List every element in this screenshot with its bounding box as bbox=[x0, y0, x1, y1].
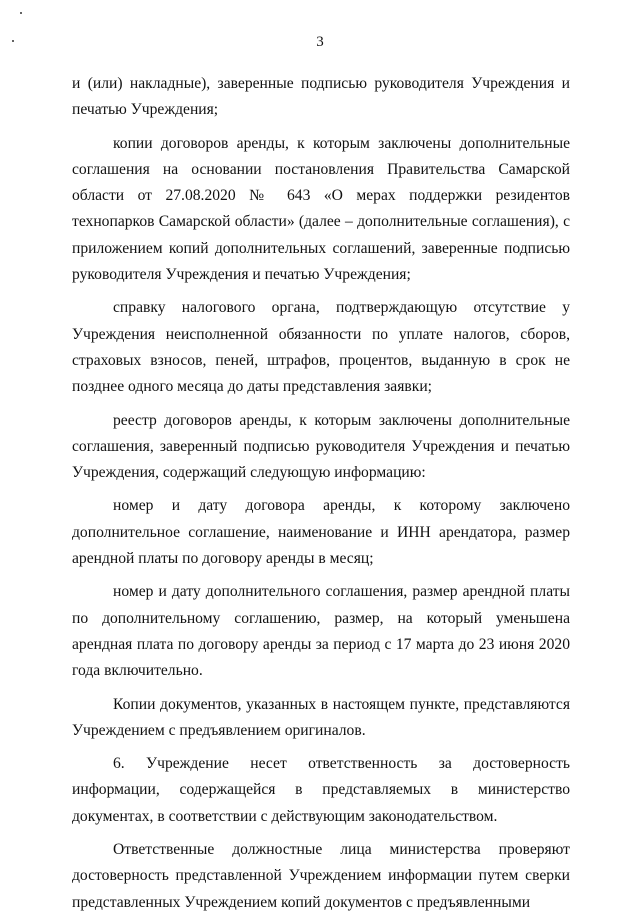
paragraph: номер и дату дополнительного соглашения, размер арендной платы по дополнительному соглашению, размер, на который уменьшена арендная плата по договору аренды за период с 17 марта до 23 июня 2020 года включительно. bbox=[72, 583, 570, 680]
paragraph: номер и дату договора аренды, к которому заключено дополнительное соглашение, наименование и ИНН арендатора, размер арендной платы по договору аренды в месяц; bbox=[72, 497, 570, 568]
paragraph: и (или) накладные), заверенные подписью руководителя Учреждения и печатью Учреждения; bbox=[72, 75, 570, 119]
scan-speck bbox=[20, 12, 22, 14]
page-number: 3 bbox=[316, 34, 324, 50]
paragraph: 6. Учреждение несет ответственность за достоверность информации, содержащейся в представляемых в министерство документах, в соответствии с действующим законодательством. bbox=[72, 755, 570, 825]
paragraph: справку налогового органа, подтверждающую отсутствие у Учреждения неисполненной обязанности по уплате налогов, сборов, страховых взносов, пеней, штрафов, процентов, выданную в срок не позднее одного месяца до даты представления заявки; bbox=[72, 299, 570, 396]
paragraph: Копии документов, указанных в настоящем пункте, представляются Учреждением с предъявлением оригиналов. bbox=[72, 695, 570, 739]
paragraph: Ответственные должностные лица министерства проверяют достоверность представленной Учреждением информации путем сверки представленных Учреждением копий документов с предъявленными bbox=[72, 841, 570, 911]
paragraph: копии договоров аренды, к которым заключены дополнительные соглашения на основании постановления Правительства Самарской области от 27.08.2020 № 643 «О мерах поддержки резидентов технопарков Самарской области» (далее – дополнительные соглашения), с приложением копий дополнительных соглашений, заверенные подписью руководителя Учреждения и печатью Учреждения; bbox=[72, 134, 570, 284]
document-body bbox=[72, 71, 570, 916]
paragraph: реестр договоров аренды, к которым заключены дополнительные соглашения, заверенный подписью руководителя Учреждения и печатью Учреждения, содержащий следующую информацию: bbox=[72, 411, 570, 482]
